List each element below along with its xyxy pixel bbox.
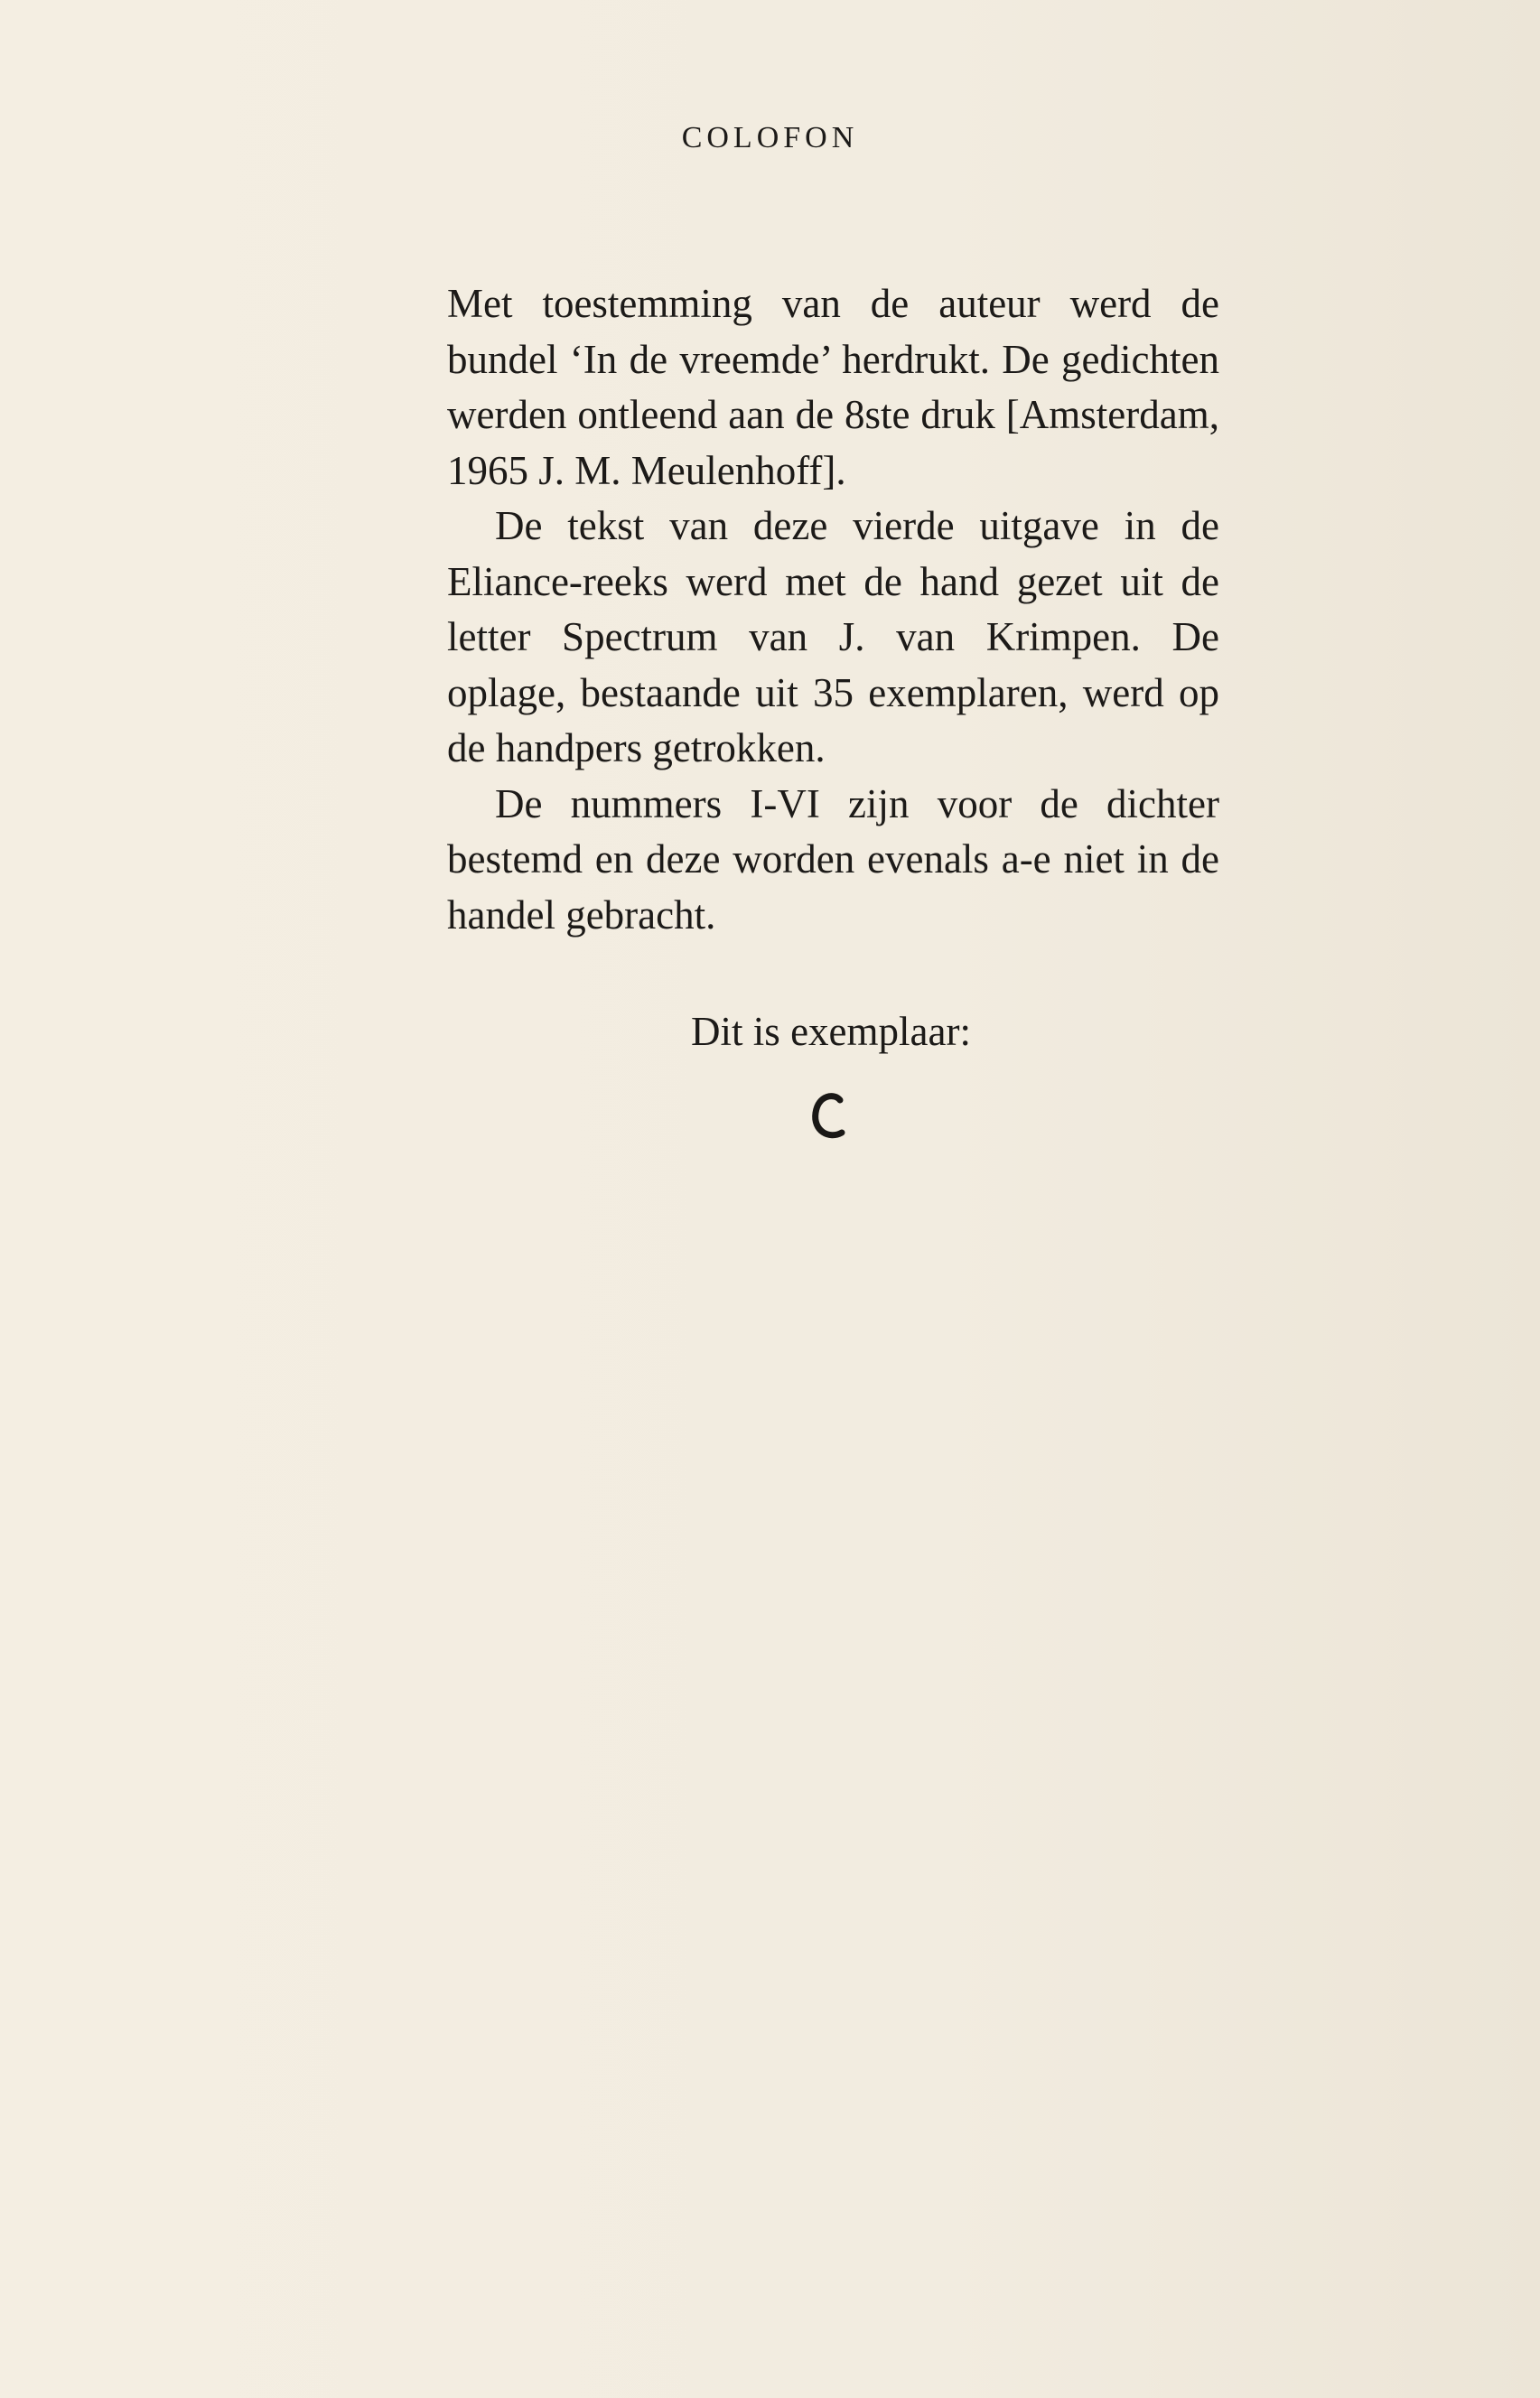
colophon-body xyxy=(447,276,1219,943)
paragraph-typesetting: De tekst van deze vierde uitgave in de Eliance-reeks werd met de hand gezet uit de letter Spectrum van J. van Krimpen. De oplage, bestaande uit 35 exemplaren, werd op de handpers getrokken. xyxy=(447,503,1219,770)
handwritten-exemplar-letter xyxy=(809,1089,849,1143)
paragraph-numbering: De nummers I-VI zijn voor de dichter bestemd en deze worden evenals a-e niet in de handel gebracht. xyxy=(447,780,1219,938)
colophon-heading: COLOFON xyxy=(681,121,859,154)
paragraph-reprint-permission: Met toestemming van de auteur werd de bundel ‘In de vreemde’ herdrukt. De gedichten werden ontleend aan de 8ste druk [Amsterdam, 1965 J. M. Meulenhoff]. xyxy=(447,281,1219,493)
exemplar-label: Dit is exemplaar: xyxy=(691,1009,971,1054)
